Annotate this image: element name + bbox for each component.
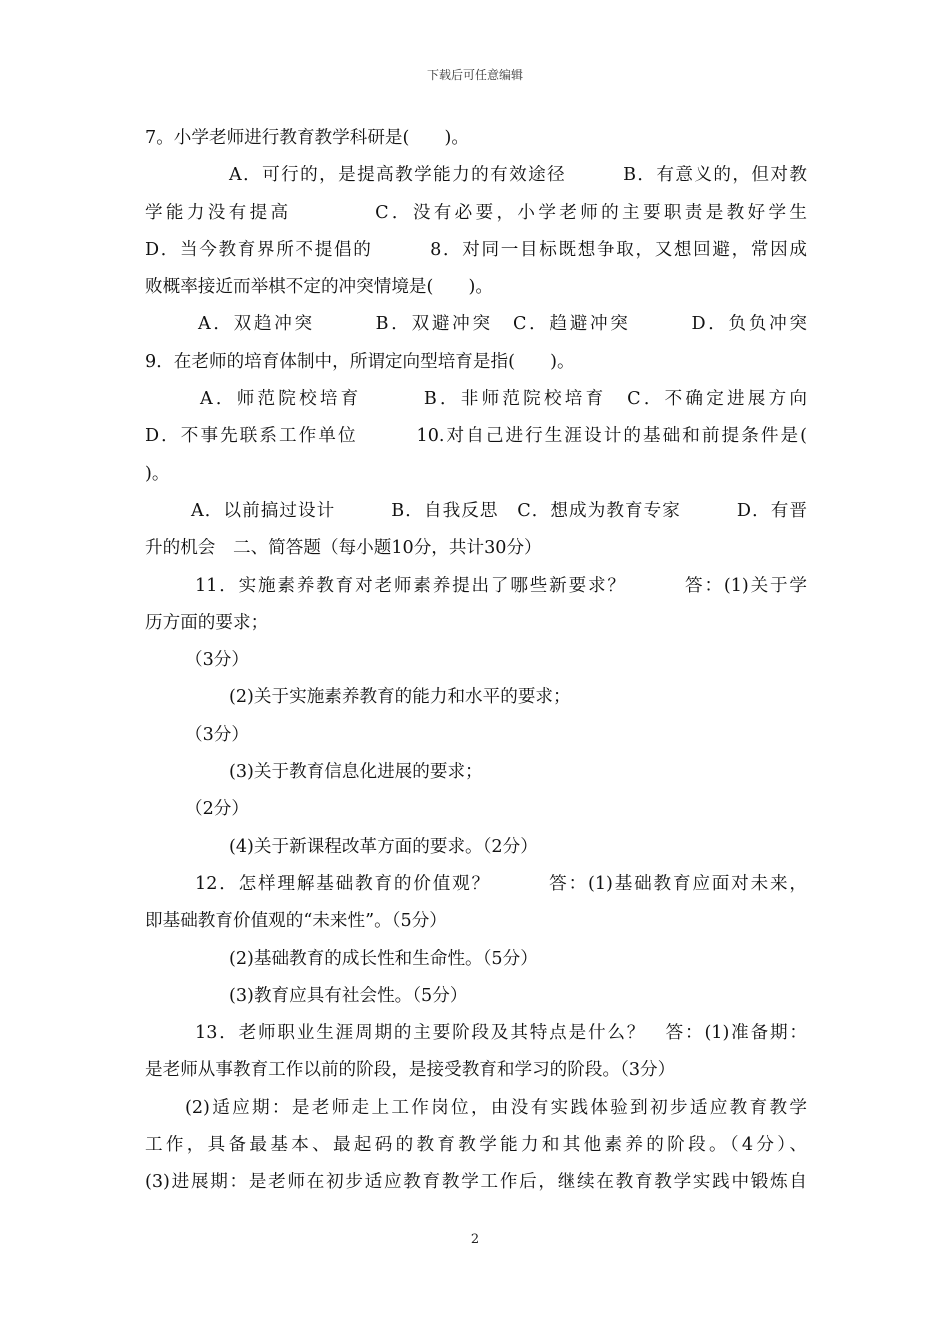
text-line: (4)关于新课程改革方面的要求。（2分） [229, 836, 538, 857]
text-line: 11．实施素养教育对老师素养提出了哪些新要求？ 答：(1)关于学 [195, 575, 807, 596]
text-line: (2)适应期：是老师走上工作岗位，由没有实践体验到初步适应教育教学 [185, 1097, 807, 1118]
text-line: 9．在老师的培育体制中，所谓定向型培育是指( )。 [145, 351, 575, 372]
text-line: 学能力没有提高 C．没有必要，小学老师的主要职责是教好学生 [145, 202, 807, 223]
text-line: （3分） [185, 724, 249, 745]
document-body [145, 120, 807, 1202]
text-line: 12．怎样理解基础教育的价值观？ 答：(1)基础教育应面对未来， [195, 873, 807, 894]
text-line: D．当今教育界所不提倡的 8．对同一目标既想争取，又想回避，常因成 [145, 239, 807, 260]
text-line: (2)基础教育的成长性和生命性。（5分） [229, 948, 538, 969]
page-header: 下载后可任意编辑 [426, 68, 523, 82]
text-line: 即基础教育价值观的“未来性”。（5分） [145, 911, 447, 932]
text-line: 工作，具备最基本、最起码的教育教学能力和其他素养的阶段。（4分）、 [145, 1135, 807, 1156]
text-line: D．不事先联系工作单位 10.对自己进行生涯设计的基础和前提条件是( [145, 426, 807, 447]
text-line: 历方面的要求； [145, 612, 269, 633]
text-line: A．以前搞过设计 B．自我反思 C．想成为教育专家 D．有晋 [191, 500, 807, 521]
text-line: 7。小学老师进行教育教学科研是( )。 [145, 128, 470, 148]
text-line: 是老师从事教育工作以前的阶段，是接受教育和学习的阶段。（3分） [145, 1060, 676, 1081]
page-number: 2 [470, 1232, 480, 1247]
text-line: 升的机会 二、简答题（每小题10分，共计30分） [145, 538, 542, 559]
text-line: A．双趋冲突 B．双避冲突 C．趋避冲突 D．负负冲突 [198, 314, 807, 335]
text-line: (3)关于教育信息化进展的要求； [229, 762, 483, 783]
text-line: A．师范院校培育 B．非师范院校培育 C．不确定进展方向 [200, 389, 807, 410]
text-line: (2)关于实施素养教育的能力和水平的要求； [229, 687, 571, 708]
text-line: (3)进展期：是老师在初步适应教育教学工作后，继续在教育教学实践中锻炼自 [145, 1172, 807, 1193]
text-line: （2分） [185, 799, 249, 820]
text-line: )。 [145, 463, 170, 484]
text-line: 败概率接近而举棋不定的冲突情境是( )。 [145, 277, 494, 298]
text-line: （3分） [185, 650, 249, 671]
text-line: 13．老师职业生涯周期的主要阶段及其特点是什么？ 答：(1)准备期： [195, 1023, 807, 1044]
text-line: A．可行的，是提高教学能力的有效途径 B．有意义的，但对教 [229, 165, 807, 186]
text-line: (3)教育应具有社会性。（5分） [229, 985, 468, 1006]
